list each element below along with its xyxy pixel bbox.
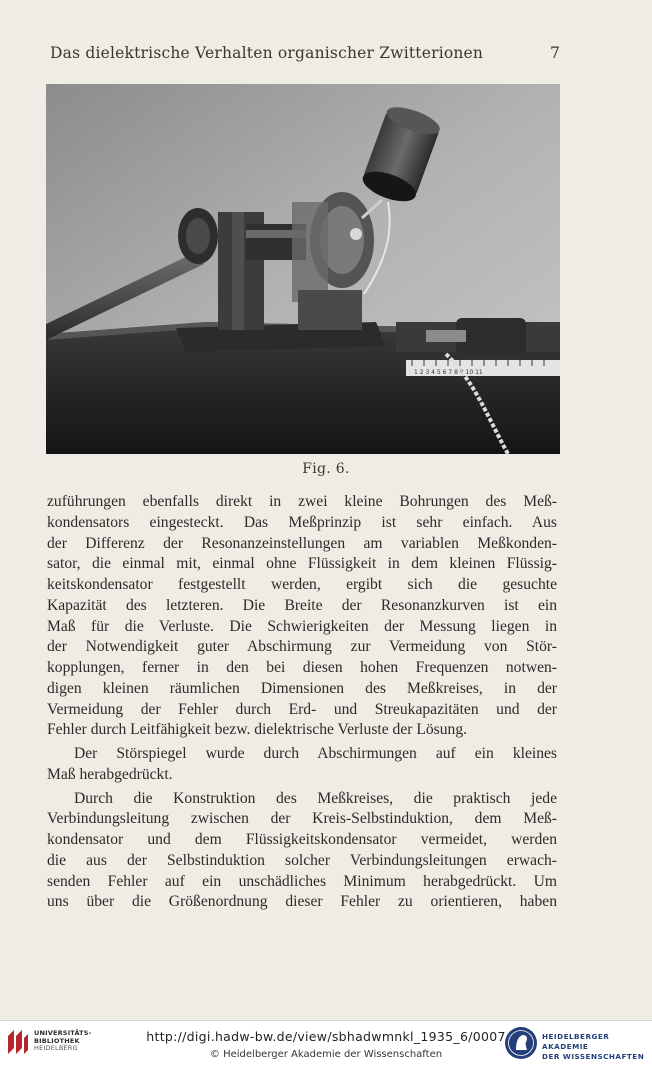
academy-seal-icon[interactable] — [504, 1026, 538, 1060]
text-line: die aus der Selbstinduktion solcher Verbindungsleitungen erwach- — [47, 851, 557, 869]
academy-name-line1: HEIDELBERGER AKADEMIE — [542, 1032, 610, 1051]
viewer-footer — [0, 1020, 652, 1065]
text-line: Fehler durch Leitfähigkeit bezw. dielektrische Verluste der Lösung. — [47, 721, 468, 739]
text-line: Vermeidung der Fehler durch Erd- und Streukapazitäten und der — [47, 700, 557, 718]
library-name-line1: UNIVERSITÄTS- — [34, 1029, 92, 1037]
running-head-title: Das dielektrische Verhalten organischer Zwitterionen — [50, 44, 484, 62]
text-line: der Notwendigkeit guter Abschirmung zur Vermeidung von Stör- — [47, 638, 557, 656]
scale-ticks-label: 1 2 3 4 5 6 7 8 9 10 11 — [414, 369, 483, 376]
permalink-url[interactable]: http://digi.hadw-bw.de/view/sbhadwmnkl_1935_6/0007 — [146, 1029, 506, 1044]
text-line: kondensators eingesteckt. Das Meßprinzip ist sehr einfach. Aus — [47, 513, 557, 531]
academy-name-line2: DER WISSENSCHAFTEN — [542, 1052, 645, 1061]
academy-name[interactable] — [542, 1032, 652, 1062]
text-line: Maß für die Verluste. Die Schwierigkeiten der Messung liegen in — [47, 617, 557, 635]
paragraph-2 — [47, 744, 557, 786]
page-number: 7 — [549, 44, 560, 62]
text-line: keitskondensator festgestellt werden, ergibt sich die gesuchte — [47, 576, 557, 593]
body-text — [47, 492, 557, 913]
text-line: kondensator und dem Flüssigkeitskondensator vermeidet, werden — [47, 831, 557, 848]
figure-caption: Fig. 6. — [302, 461, 350, 477]
paragraph-3 — [47, 789, 557, 914]
text-line: Der Störspiegel wurde durch Abschirmungen auf ein kleines — [74, 745, 557, 762]
text-line: sator, die einmal mit, einmal ohne Flüssigkeit in dem kleinen Flüssig- — [47, 555, 557, 573]
text-line: Kapazität des letzteren. Die Breite der Resonanzkurven ist ein — [47, 596, 557, 614]
text-line: digen kleinen räumlichen Dimensionen des Meßkreises, in der — [47, 679, 557, 697]
paragraph-1 — [47, 492, 557, 741]
library-city: HEIDELBERG — [34, 1044, 78, 1052]
library-name-line2: BIBLIOTHEK — [34, 1036, 80, 1045]
text-line: uns über die Größenordnung dieser Fehler zu orientieren, haben — [47, 893, 557, 911]
text-line: Durch die Konstruktion des Meßkreises, die praktisch jede — [74, 789, 557, 807]
text-line: Maß herabgedrückt. — [47, 765, 173, 783]
copyright-notice: © Heidelberger Akademie der Wissenschaften — [209, 1049, 443, 1060]
text-line: zuführungen ebenfalls direkt in zwei kleine Bohrungen des Meß- — [47, 493, 557, 510]
text-line: der Differenz der Resonanzeinstellungen am variablen Meßkonden- — [47, 534, 557, 552]
text-line: kopplungen, ferner in den bei diesen hohen Frequenzen notwen- — [47, 659, 557, 676]
text-line: senden Fehler auf ein unschädliches Minimum herabgedrückt. Um — [47, 872, 557, 890]
text-line: Verbindungsleitung zwischen der Kreis-Selbstinduktion, dem Meß- — [47, 810, 557, 828]
figure-photograph — [46, 84, 560, 454]
